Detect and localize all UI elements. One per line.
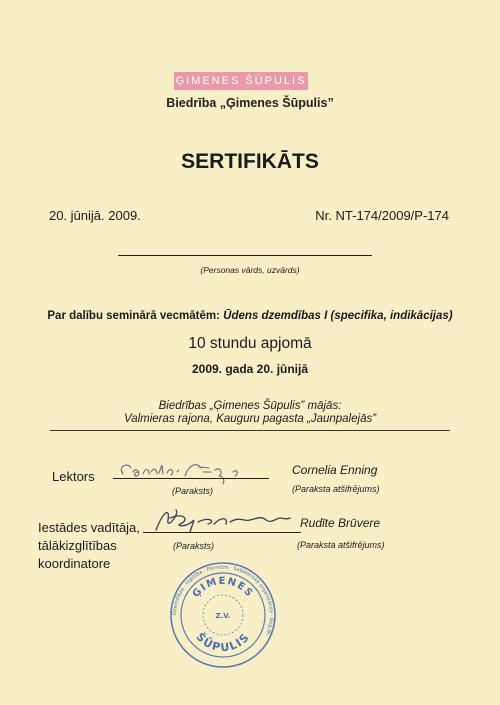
recipient-name-line: [118, 255, 372, 256]
svg-text:Dzemdības · Izglītība · Piered: [172, 564, 274, 637]
head-label-line-1: Iestādes vadītāja,: [38, 520, 140, 535]
lecturer-name-label: (Paraksta atšifrējums): [292, 484, 380, 494]
lecturer-signature-line: [113, 478, 269, 479]
seminar-line: [0, 310, 500, 322]
logo-text: ĢIMENES ŠŪPULIS: [175, 75, 307, 87]
issue-date: 20. jūnijā. 2009.: [49, 208, 141, 223]
lecturer-name: Cornelia Enning: [292, 463, 378, 477]
stamp-outer-text: Dzemdības · Izglītība · Pieredze · Sabiedriskā organizācija · Reģ.Nr.: [171, 564, 275, 637]
seminar-date: 2009. gada 20. jūnijā: [191, 362, 309, 376]
stamp-center-text: Z.V.: [215, 612, 231, 620]
lecturer-label: Lektors: [52, 469, 95, 484]
seminar-hours: 10 stundu apjomā: [188, 335, 312, 352]
head-name-label: (Paraksta atšifrējums): [297, 540, 385, 550]
organization-name: Biedrība „Ģimenes Šūpulis”: [166, 96, 334, 110]
stamp-top-text: ĢIMENES: [190, 575, 256, 600]
certificate-title: SERTIFIKĀTS: [181, 150, 319, 173]
certificate-number: Nr. NT-174/2009/P-174: [315, 208, 449, 223]
head-signature-line: [143, 532, 301, 533]
seminar-title: Ūdens dzemdības I (specifika, indikācijas): [223, 310, 453, 322]
svg-text:ŠŪPULIS: [193, 630, 252, 654]
organization-stamp: [168, 560, 278, 670]
stamp-bottom-text: ŠŪPULIS: [193, 630, 253, 655]
head-label-line-3: koordinatore: [38, 556, 111, 571]
head-signature-label: (Paraksts): [173, 541, 215, 551]
recipient-name-label: (Personas vārds, uzvārds): [200, 265, 300, 275]
head-name: Rudīte Brūvere: [300, 516, 381, 530]
location-line-1: Biedrības „Ģimenes Šūpulis” mājās:: [158, 400, 342, 412]
lecturer-signature: [115, 458, 265, 484]
location-line-2: Valmieras rajona, Kauguru pagasta „Jaunpalejās”: [123, 413, 377, 425]
lecturer-signature-label: (Paraksts): [172, 486, 214, 496]
location-divider: [50, 430, 450, 431]
organization-logo: [174, 72, 308, 90]
seminar-prefix: Par dalību seminārā vecmātēm:: [47, 310, 220, 322]
head-label-line-2: tālākizglītības: [38, 538, 117, 553]
